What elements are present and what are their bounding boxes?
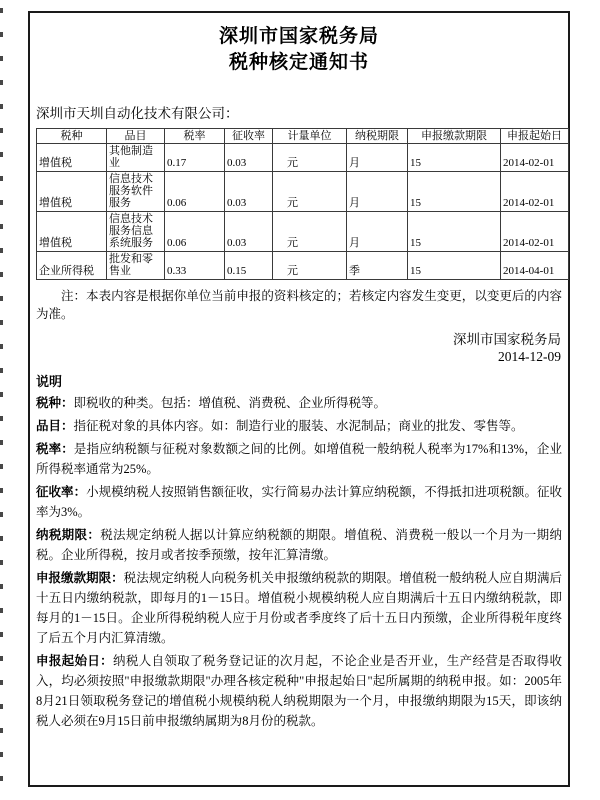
cell-tax-rate: 0.06 — [165, 212, 225, 252]
tax-notice-document — [28, 11, 570, 787]
explanation-text: 小规模纳税人按照销售额征收，实行简易办法计算应纳税额，不得抵扣进项税额。征收率为3%。 — [36, 485, 562, 519]
cell-item: 批发和零售业 — [107, 252, 165, 280]
table-row — [37, 172, 569, 212]
scan-edge-artifacts — [0, 8, 3, 788]
cell-tax-type: 企业所得税 — [37, 252, 107, 280]
cell-tax-type: 增值税 — [37, 212, 107, 252]
explanation-text: 即税收的种类。包括：增值税、消费税、企业所得税等。 — [73, 396, 387, 410]
explanation-term: 申报缴款期限： — [36, 571, 124, 585]
cell-filing-start-date: 2014-04-01 — [501, 252, 569, 280]
cell-item: 信息技术服务软件服务 — [107, 172, 165, 212]
cell-tax-period: 月 — [347, 144, 408, 172]
cell-tax-type: 增值税 — [37, 144, 107, 172]
cell-filing-start-date: 2014-02-01 — [501, 212, 569, 252]
signature-date: 2014-12-09 — [498, 349, 561, 364]
table-row — [37, 212, 569, 252]
column-header-unit: 计量单位 — [273, 129, 347, 144]
explanation-term: 税种： — [36, 396, 74, 410]
cell-filing-deadline: 15 — [408, 252, 501, 280]
cell-tax-period: 季 — [347, 252, 408, 280]
explanation-text: 指征税对象的具体内容。如：制造行业的服装、水泥制品；商业的批发、零售等。 — [73, 419, 524, 433]
explanation-item-item — [36, 416, 562, 436]
signature-org: 深圳市国家税务局 — [453, 332, 561, 347]
column-header-filing-start-date: 申报起始日 — [501, 129, 569, 144]
table-header-row — [37, 129, 569, 144]
column-header-filing-deadline: 申报缴款期限 — [408, 129, 501, 144]
note-text: 注：本表内容是根据你单位当前申报的资料核定的；若核定内容发生变更，以变更后的内容为准。 — [36, 289, 562, 321]
column-header-tax-rate: 税率 — [165, 129, 225, 144]
explanation-item-tax-rate — [36, 439, 562, 479]
explanation-text: 是指应纳税额与征税对象数额之间的比例。如增值税一般纳税人税率为17%和13%，企业所得税率通常为25%。 — [36, 442, 562, 476]
explanation-heading: 说明 — [36, 374, 63, 389]
explanation-text: 纳税人自领取了税务登记证的次月起，不论企业是否开业，生产经营是否取得收入，均必须按照"申报缴款期限"办理各核定税种"申报起始日"起所属期的纳税申报。如：2005年8月21日领取税务登记的增值税小规模纳税人纳税期限为一个月，申报缴纳期限为15天，即该纳税人必须在9月15日前申报缴纳属期为8月份的税款。 — [36, 654, 562, 728]
cell-item: 信息技术服务信息系统服务 — [107, 212, 165, 252]
cell-unit: 元 — [273, 172, 347, 212]
explanation-item-levy-rate — [36, 482, 562, 522]
cell-tax-rate: 0.06 — [165, 172, 225, 212]
explanation-term: 征收率： — [36, 485, 87, 499]
explanation-text: 税法规定纳税人据以计算应纳税额的期限。增值税、消费税一般以一个月为一期纳税。企业所得税，按月或者按季预缴，按年汇算清缴。 — [36, 528, 562, 562]
cell-tax-type: 增值税 — [37, 172, 107, 212]
explanation-term: 品目： — [36, 419, 74, 433]
column-header-levy-rate: 征收率 — [225, 129, 273, 144]
cell-filing-start-date: 2014-02-01 — [501, 172, 569, 212]
cell-tax-rate: 0.17 — [165, 144, 225, 172]
tax-verification-table — [36, 128, 569, 280]
table-row — [37, 252, 569, 280]
company-name: 深圳市天圳自动化技术有限公司： — [36, 106, 239, 121]
explanation-item-tax-period — [36, 525, 562, 565]
column-header-tax-period: 纳税期限 — [347, 129, 408, 144]
cell-filing-deadline: 15 — [408, 144, 501, 172]
cell-levy-rate: 0.03 — [225, 172, 273, 212]
cell-tax-period: 月 — [347, 212, 408, 252]
explanation-term: 税率： — [36, 442, 74, 456]
cell-unit: 元 — [273, 212, 347, 252]
table-row — [37, 144, 569, 172]
cell-levy-rate: 0.03 — [225, 144, 273, 172]
explanation-term: 申报起始日： — [36, 654, 114, 668]
column-header-item: 品目 — [107, 129, 165, 144]
cell-tax-period: 月 — [347, 172, 408, 212]
cell-filing-deadline: 15 — [408, 212, 501, 252]
cell-levy-rate: 0.03 — [225, 212, 273, 252]
explanation-item-tax-type — [36, 393, 562, 413]
cell-unit: 元 — [273, 252, 347, 280]
cell-tax-rate: 0.33 — [165, 252, 225, 280]
explanation-item-filing-deadline — [36, 568, 562, 648]
cell-unit: 元 — [273, 144, 347, 172]
explanation-item-filing-start-date — [36, 651, 562, 731]
notice-title-subject: 税种核定通知书 — [228, 52, 369, 73]
cell-levy-rate: 0.15 — [225, 252, 273, 280]
cell-filing-start-date: 2014-02-01 — [501, 144, 569, 172]
notice-title-bureau: 深圳市国家税务局 — [218, 26, 379, 47]
cell-filing-deadline: 15 — [408, 172, 501, 212]
explanation-term: 纳税期限： — [36, 528, 101, 542]
column-header-tax-type: 税种 — [37, 129, 107, 144]
explanation-text: 税法规定纳税人向税务机关申报缴纳税款的期限。增值税一般纳税人应自期满后十五日内缴纳税款，即每月的1－15日。增值税小规模纳税人应自期满后十五日内缴纳税款，即每月的1－15日。企业所得税纳税人应于月份或者季度终了后十五日内预缴，企业所得税年度终了后五个月内汇算清缴。 — [36, 571, 562, 645]
cell-item: 其他制造业 — [107, 144, 165, 172]
